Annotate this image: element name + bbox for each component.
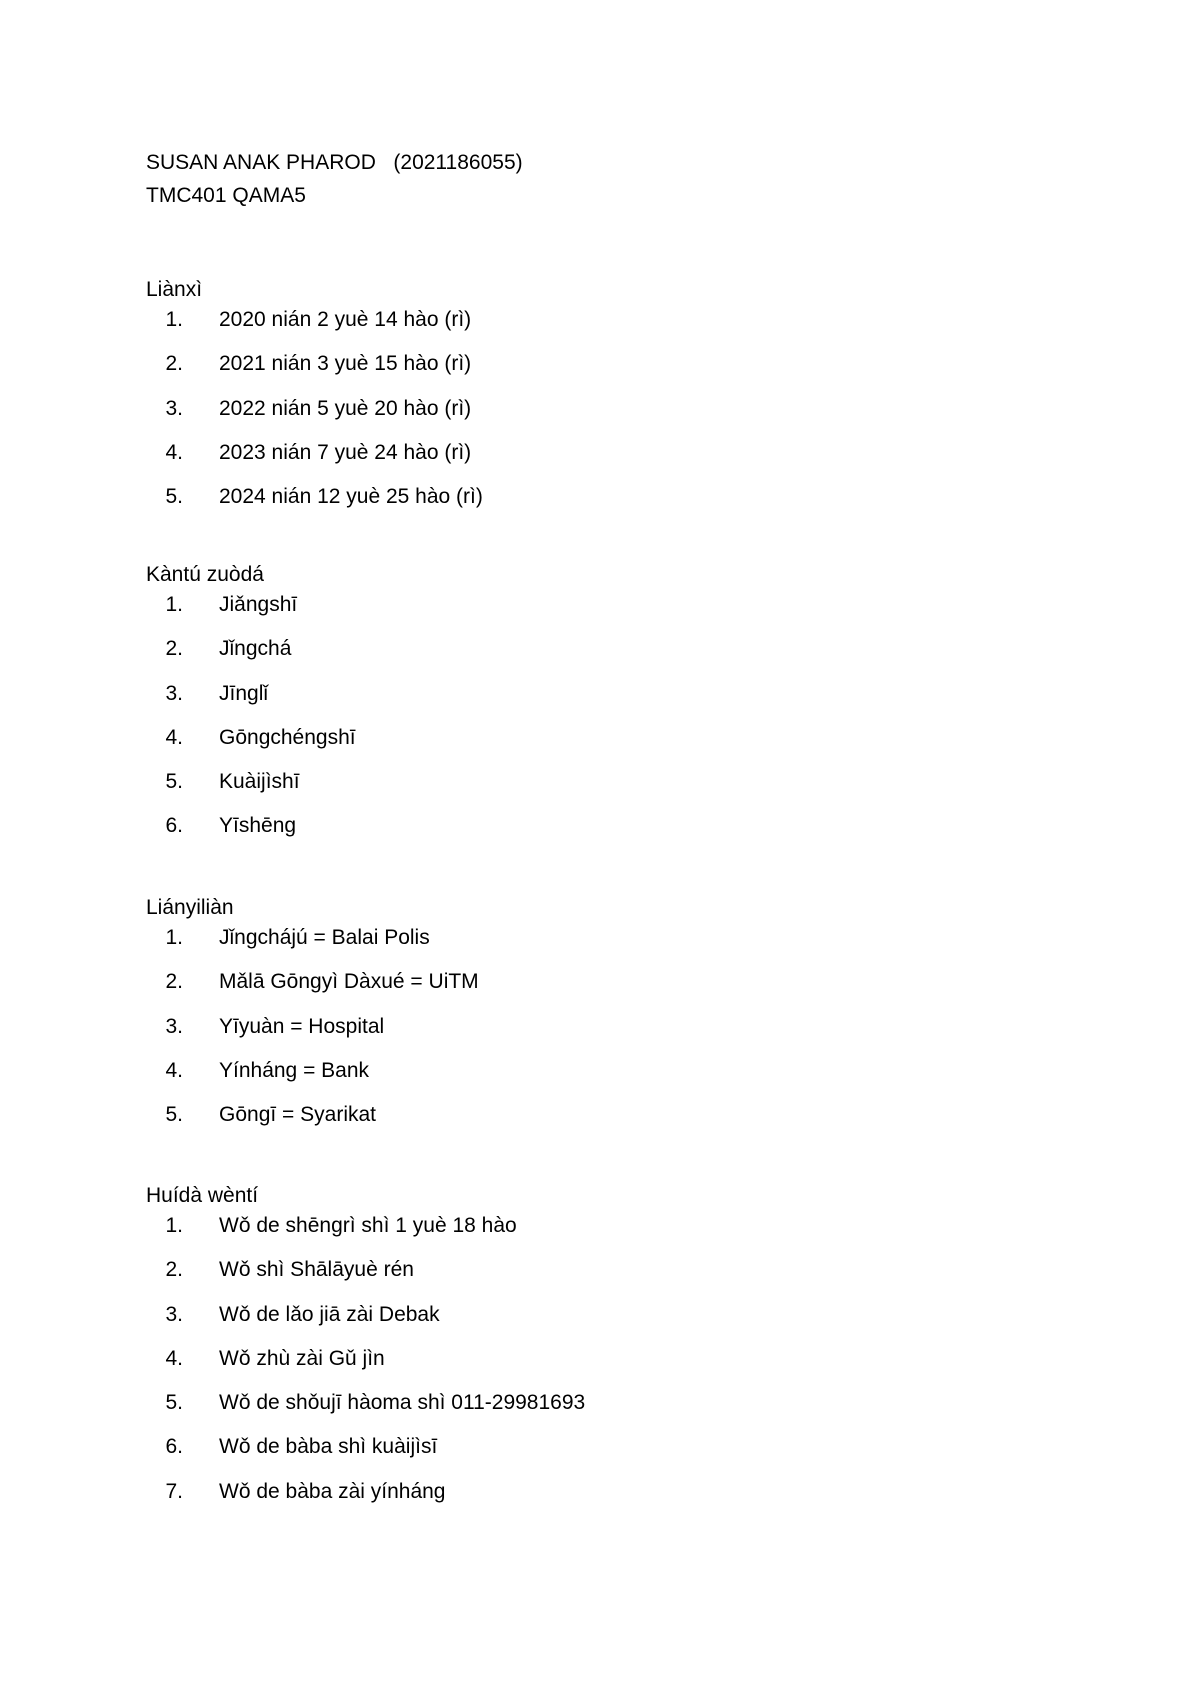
item-number: 2. — [165, 637, 183, 661]
item-number: 4. — [165, 440, 183, 464]
list-item — [146, 1100, 479, 1144]
item-number: 5. — [165, 770, 183, 794]
item-number: 7. — [165, 1479, 183, 1503]
list-item — [146, 679, 356, 723]
item-number: 2. — [165, 970, 183, 994]
list-item — [146, 1477, 585, 1521]
list-item — [146, 1300, 585, 1344]
item-text: Gōngchéngshī — [219, 725, 356, 749]
item-number: 3. — [165, 1302, 183, 1326]
list-item — [146, 923, 479, 967]
item-text: Jǐngchájú = Balai Polis — [219, 926, 430, 949]
item-text: Yīyuàn = Hospital — [219, 1014, 385, 1038]
item-number: 5. — [165, 1103, 183, 1127]
item-text: Jīnglǐ — [219, 681, 269, 705]
list-item — [146, 723, 356, 767]
list-item — [146, 967, 479, 1011]
section-title: Liànxì — [146, 278, 203, 301]
numbered-list — [146, 1211, 585, 1521]
list-item — [146, 811, 356, 855]
item-text: Wǒ shì Shālāyuè rén — [219, 1258, 414, 1282]
list-item — [146, 1012, 479, 1056]
item-text: Wǒ de shēngrì shì 1 yuè 18 hào — [219, 1214, 517, 1237]
list-item — [146, 1388, 585, 1432]
item-text: 2023 nián 7 yuè 24 hào (rì) — [219, 440, 472, 464]
item-text: Yīshēng — [219, 814, 297, 838]
list-item — [146, 394, 483, 438]
item-text: 2024 nián 12 yuè 25 hào (rì) — [219, 485, 483, 509]
numbered-list — [146, 305, 483, 526]
item-number: 5. — [165, 485, 183, 509]
numbered-list — [146, 923, 479, 1144]
section-title: Kàntú zuòdá — [146, 563, 264, 586]
item-text: Wǒ de shǒujī hàoma shì 011-29981693 — [219, 1391, 586, 1415]
item-text: Wǒ de lǎo jiā zài Debak — [219, 1302, 440, 1326]
list-item — [146, 349, 483, 393]
class-code-line: TMC401 QAMA5 — [146, 184, 306, 207]
item-text: Jiǎngshī — [219, 593, 298, 616]
item-number: 6. — [165, 814, 183, 838]
list-item — [146, 1432, 585, 1476]
numbered-list — [146, 590, 356, 856]
section-title: Liányiliàn — [146, 896, 234, 919]
item-text: Jǐngchá — [219, 637, 292, 661]
list-item — [146, 590, 356, 634]
item-number: 4. — [165, 1346, 183, 1370]
item-number: 1. — [165, 308, 183, 331]
section-lianyilian — [146, 893, 479, 1144]
item-text: 2021 nián 3 yuè 15 hào (rì) — [219, 352, 472, 376]
item-number: 1. — [165, 926, 183, 949]
item-number: 2. — [165, 1258, 183, 1282]
item-text: Wǒ de bàba zài yínháng — [219, 1479, 446, 1503]
item-text: Wǒ zhù zài Gǔ jìn — [219, 1346, 385, 1370]
section-kantu-zuoda — [146, 560, 356, 856]
item-number: 3. — [165, 1014, 183, 1038]
item-number: 4. — [165, 1058, 183, 1082]
item-text: Mǎlā Gōngyì Dàxué = UiTM — [219, 970, 479, 994]
item-number: 6. — [165, 1435, 183, 1459]
section-title: Huídà wèntí — [146, 1184, 259, 1207]
list-item — [146, 438, 483, 482]
item-number: 3. — [165, 396, 183, 420]
item-number: 4. — [165, 725, 183, 749]
list-item — [146, 634, 356, 678]
list-item — [146, 482, 483, 526]
item-text: Gōngī = Syarikat — [219, 1103, 376, 1127]
item-number: 3. — [165, 681, 183, 705]
item-text: Wǒ de bàba shì kuàijìsī — [219, 1435, 438, 1459]
item-text: Kuàijìshī — [219, 770, 300, 794]
list-item — [146, 767, 356, 811]
list-item — [146, 305, 483, 349]
list-item — [146, 1211, 585, 1255]
student-name-line: SUSAN ANAK PHAROD (2021186055) — [146, 151, 523, 174]
item-number: 1. — [165, 1214, 183, 1237]
document-header — [146, 146, 523, 212]
item-text: 2022 nián 5 yuè 20 hào (rì) — [219, 396, 472, 420]
section-huida-wenti — [146, 1181, 585, 1521]
list-item — [146, 1255, 585, 1299]
item-text: 2020 nián 2 yuè 14 hào (rì) — [219, 308, 472, 331]
item-number: 5. — [165, 1391, 183, 1415]
list-item — [146, 1056, 479, 1100]
item-number: 1. — [165, 593, 183, 616]
section-lianxi — [146, 275, 483, 526]
item-text: Yínháng = Bank — [219, 1058, 370, 1082]
list-item — [146, 1344, 585, 1388]
item-number: 2. — [165, 352, 183, 376]
